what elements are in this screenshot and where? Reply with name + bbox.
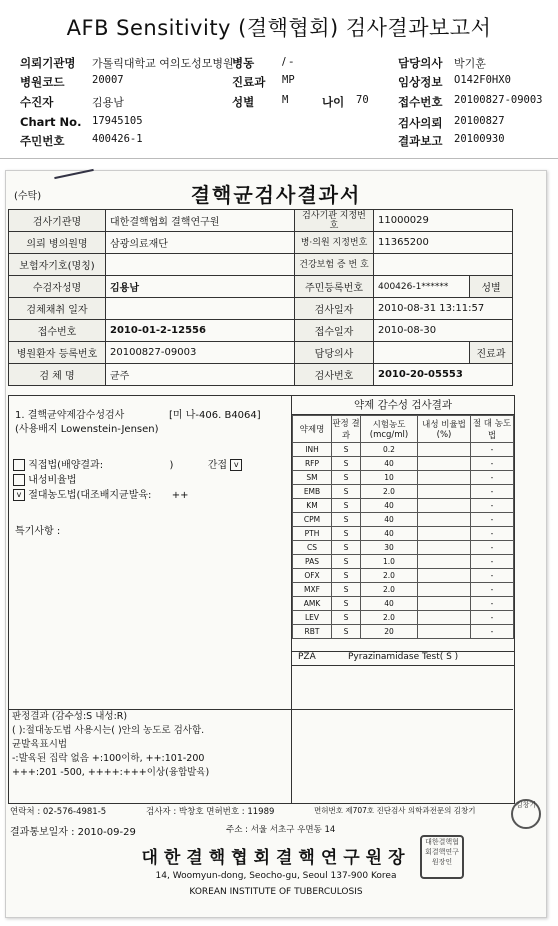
table-row bbox=[9, 254, 513, 276]
drug-absolute: - bbox=[471, 555, 514, 569]
value-receipt-no: 20100827-09003 bbox=[454, 94, 543, 106]
value-sex: M bbox=[282, 94, 289, 106]
drug-ratio bbox=[418, 611, 471, 625]
legend-line: -:발육된 집락 없음 +:100이하, ++:101-200 bbox=[12, 753, 205, 764]
drug-absolute: - bbox=[471, 541, 514, 555]
drug-concentration: 40 bbox=[361, 513, 418, 527]
ratio-label: 내성비율법 bbox=[28, 475, 77, 486]
value-institution: 가톨릭대학교 여의도성모병원 bbox=[92, 57, 234, 70]
drug-concentration: 40 bbox=[361, 527, 418, 541]
info-value: 균주 bbox=[106, 364, 295, 386]
drug-result: S bbox=[332, 555, 361, 569]
header-row bbox=[0, 133, 558, 150]
label-receipt-no: 접수번호 bbox=[398, 95, 443, 109]
drug-concentration: 2.0 bbox=[361, 485, 418, 499]
pza-row bbox=[292, 651, 514, 666]
drug-name: OFX bbox=[293, 569, 332, 583]
value-patient: 김용남 bbox=[92, 96, 124, 109]
drug-name: MXF bbox=[293, 583, 332, 597]
drug-name: RFP bbox=[293, 457, 332, 471]
page-title: AFB Sensitivity (결핵협회) 검사결과보고서 bbox=[66, 16, 492, 40]
info-key: 주민등록번호 bbox=[295, 276, 374, 298]
drug-name: KM bbox=[293, 499, 332, 513]
spacer bbox=[292, 639, 514, 651]
institute-english: KOREAN INSTITUTE OF TUBERCULOSIS bbox=[189, 887, 363, 897]
signature-stamp: 김창기 bbox=[511, 799, 541, 829]
table-header-row bbox=[293, 416, 514, 443]
table-row bbox=[293, 499, 514, 513]
info-value bbox=[374, 342, 470, 364]
judgement-legend bbox=[8, 709, 513, 792]
drug-ratio bbox=[418, 597, 471, 611]
table-row bbox=[293, 597, 514, 611]
absolute-checkbox: v bbox=[13, 489, 25, 501]
drug-result: S bbox=[332, 569, 361, 583]
info-key: 성별 bbox=[470, 276, 513, 298]
address-short: 주소 : 서울 서초구 우면동 14 bbox=[226, 825, 336, 835]
table-row bbox=[293, 541, 514, 555]
label-resident-no: 주민번호 bbox=[20, 134, 65, 148]
col-ratio: 내성 비율법(%) bbox=[418, 416, 471, 443]
col-result: 판정 결과 bbox=[332, 416, 361, 443]
col-concentration: 시험농도 (mcg/ml) bbox=[361, 416, 418, 443]
drug-ratio bbox=[418, 471, 471, 485]
info-key: 병·의원 지정번호 bbox=[295, 232, 374, 254]
drug-result: S bbox=[332, 527, 361, 541]
table-row bbox=[293, 555, 514, 569]
drug-ratio bbox=[418, 513, 471, 527]
table-row bbox=[9, 276, 513, 298]
drug-name: SM bbox=[293, 471, 332, 485]
drug-name: LEV bbox=[293, 611, 332, 625]
report-footer bbox=[6, 799, 546, 917]
info-key: 진료과 bbox=[470, 342, 513, 364]
drug-absolute: - bbox=[471, 457, 514, 471]
table-row bbox=[293, 625, 514, 639]
direct-method bbox=[13, 456, 242, 471]
drug-result: S bbox=[332, 499, 361, 513]
info-value bbox=[374, 254, 513, 276]
drug-absolute: - bbox=[471, 471, 514, 485]
drug-result: S bbox=[332, 625, 361, 639]
col-drug: 약제명 bbox=[293, 416, 332, 443]
drug-ratio bbox=[418, 583, 471, 597]
drug-name: AMK bbox=[293, 597, 332, 611]
info-key: 검체채취 일자 bbox=[9, 298, 106, 320]
table-row bbox=[9, 364, 513, 386]
drug-absolute: - bbox=[471, 527, 514, 541]
drug-concentration: 40 bbox=[361, 499, 418, 513]
drug-concentration: 2.0 bbox=[361, 583, 418, 597]
drug-table-title: 약제 감수성 검사결과 bbox=[292, 396, 514, 415]
drug-ratio bbox=[418, 499, 471, 513]
header-row bbox=[0, 74, 558, 91]
special-notes: 특기사항 : bbox=[15, 526, 61, 537]
drug-ratio bbox=[418, 555, 471, 569]
drug-ratio bbox=[418, 625, 471, 639]
value-chart-no: 17945105 bbox=[92, 115, 143, 127]
value-report-date: 20100930 bbox=[454, 133, 505, 145]
header-row bbox=[0, 55, 558, 72]
ratio-checkbox bbox=[13, 474, 25, 486]
drug-absolute: - bbox=[471, 499, 514, 513]
drug-concentration: 0.2 bbox=[361, 443, 418, 457]
table-row bbox=[9, 232, 513, 254]
drug-absolute: - bbox=[471, 611, 514, 625]
value-request-date: 20100827 bbox=[454, 115, 505, 127]
drug-ratio bbox=[418, 541, 471, 555]
drug-result: S bbox=[332, 443, 361, 457]
drug-concentration: 40 bbox=[361, 457, 418, 471]
drug-ratio bbox=[418, 569, 471, 583]
drug-result: S bbox=[332, 513, 361, 527]
drug-concentration: 20 bbox=[361, 625, 418, 639]
institute-address: 14, Woomyun-dong, Seocho-gu, Seoul 137-900 Korea bbox=[155, 871, 397, 881]
pza-label: PZA bbox=[298, 652, 316, 662]
label-age: 나이 bbox=[322, 95, 345, 109]
table-row bbox=[293, 513, 514, 527]
drug-name: PTH bbox=[293, 527, 332, 541]
info-key: 보험자기호(명칭) bbox=[9, 254, 106, 276]
label-institution: 의뢰기관명 bbox=[20, 56, 76, 70]
value-department: MP bbox=[282, 74, 295, 86]
drug-absolute: - bbox=[471, 583, 514, 597]
info-key: 검 체 명 bbox=[9, 364, 106, 386]
test-code: [미 나-406. B4064] bbox=[169, 410, 261, 421]
indirect-label: 간접 bbox=[207, 460, 228, 471]
drug-absolute: - bbox=[471, 569, 514, 583]
info-key: 담당의사 bbox=[295, 342, 374, 364]
drug-result: S bbox=[332, 597, 361, 611]
drug-name: CS bbox=[293, 541, 332, 555]
report-header bbox=[0, 0, 558, 159]
info-key: 수검자성명 bbox=[9, 276, 106, 298]
scanned-report bbox=[5, 170, 547, 918]
direct-checkbox bbox=[13, 459, 25, 471]
info-value: 20100827-09003 bbox=[106, 342, 295, 364]
ratio-method bbox=[13, 471, 77, 486]
drug-result: S bbox=[332, 457, 361, 471]
legend-line: 균발육표시법 bbox=[12, 739, 68, 750]
info-value: 2010-01-2-12556 bbox=[106, 320, 295, 342]
info-key: 병원환자 등록번호 bbox=[9, 342, 106, 364]
pza-value: Pyrazinamidase Test( S ) bbox=[348, 652, 459, 662]
table-row bbox=[9, 320, 513, 342]
drug-concentration: 30 bbox=[361, 541, 418, 555]
value-age: 70 bbox=[356, 94, 369, 106]
drug-absolute: - bbox=[471, 597, 514, 611]
drug-name: CPM bbox=[293, 513, 332, 527]
drug-ratio bbox=[418, 457, 471, 471]
header-row bbox=[0, 94, 558, 111]
absolute-value: ++ bbox=[171, 490, 189, 501]
label-hospital-code: 병원코드 bbox=[20, 75, 65, 89]
drug-concentration: 2.0 bbox=[361, 611, 418, 625]
info-key: 검사기관명 bbox=[9, 210, 106, 232]
medium-text: (사용배지 Lowenstein-Jensen) bbox=[15, 424, 159, 435]
label-clinical-info: 임상정보 bbox=[398, 75, 443, 89]
examiner: 검사자 : 박창호 면허번호 : 11989 bbox=[146, 807, 275, 817]
drug-name: INH bbox=[293, 443, 332, 457]
drug-table bbox=[292, 415, 514, 639]
drug-concentration: 10 bbox=[361, 471, 418, 485]
drug-result: S bbox=[332, 611, 361, 625]
label-doctor: 담당의사 bbox=[398, 56, 443, 70]
info-table bbox=[8, 209, 513, 386]
direct-label: 직접법(배양결과: bbox=[28, 460, 104, 471]
drug-name: PAS bbox=[293, 555, 332, 569]
drug-concentration: 40 bbox=[361, 597, 418, 611]
col-absolute: 절 대 농도법 bbox=[471, 416, 514, 443]
contact: 연락처 : 02-576-4981-5 bbox=[10, 807, 107, 817]
drug-result: S bbox=[332, 583, 361, 597]
drug-name: EMB bbox=[293, 485, 332, 499]
drug-absolute: - bbox=[471, 485, 514, 499]
test-name: 1. 결핵균약제감수성검사 bbox=[15, 410, 125, 421]
absolute-method bbox=[13, 486, 189, 501]
drug-result: S bbox=[332, 471, 361, 485]
license: 면허번호 제707호 진단검사 의학과전문의 김창기 bbox=[314, 806, 476, 815]
info-key: 접수일자 bbox=[295, 320, 374, 342]
report-title: 결핵균검사결과서 bbox=[190, 183, 362, 207]
info-value bbox=[106, 254, 295, 276]
value-doctor: 박기훈 bbox=[454, 57, 486, 70]
table-row bbox=[293, 569, 514, 583]
drug-result: S bbox=[332, 541, 361, 555]
info-value: 2010-20-05553 bbox=[374, 364, 513, 386]
label-department: 진료과 bbox=[232, 75, 266, 89]
indirect-checkbox: v bbox=[230, 459, 242, 471]
info-key: 건강보험 증 번 호 bbox=[295, 254, 374, 276]
info-value bbox=[106, 298, 295, 320]
info-key: 의뢰 병의원명 bbox=[9, 232, 106, 254]
info-key: 검사번호 bbox=[295, 364, 374, 386]
info-value: 삼광의료재단 bbox=[106, 232, 295, 254]
drug-absolute: - bbox=[471, 443, 514, 457]
info-key: 검사기관 지정번호 bbox=[295, 210, 374, 232]
drug-absolute: - bbox=[471, 625, 514, 639]
info-key: 접수번호 bbox=[9, 320, 106, 342]
label-report-date: 결과보고 bbox=[398, 134, 443, 148]
label-ward: 병동 bbox=[232, 56, 255, 70]
info-value: 400426-1****** bbox=[374, 276, 470, 298]
table-row bbox=[293, 485, 514, 499]
direct-close: ) bbox=[169, 460, 174, 471]
info-value: 2010-08-30 bbox=[374, 320, 513, 342]
table-row bbox=[9, 298, 513, 320]
pen-mark bbox=[54, 169, 94, 179]
info-value: 11000029 bbox=[374, 210, 513, 232]
table-row bbox=[9, 342, 513, 364]
notify-date: 결과통보일자 : 2010-09-29 bbox=[10, 827, 136, 838]
drug-concentration: 2.0 bbox=[361, 569, 418, 583]
legend-line: ( ):절대농도법 사용시는( )안의 농도로 검사함. bbox=[12, 725, 205, 736]
table-row bbox=[9, 210, 513, 232]
info-key: 검사일자 bbox=[295, 298, 374, 320]
official-seal: 대한결핵협회결핵연구원장인 bbox=[420, 835, 464, 879]
table-row bbox=[293, 527, 514, 541]
table-row bbox=[293, 457, 514, 471]
value-hospital-code: 20007 bbox=[92, 74, 124, 86]
label-request-date: 검사의뢰 bbox=[398, 116, 443, 130]
value-clinical-info: O142F0HX0 bbox=[454, 74, 511, 86]
drug-concentration: 1.0 bbox=[361, 555, 418, 569]
institute-name: 대한결핵협회결핵연구원장 bbox=[141, 848, 411, 868]
table-row bbox=[293, 583, 514, 597]
info-value: 2010-08-31 13:11:57 bbox=[374, 298, 513, 320]
absolute-label: 절대농도법(대조배지균발육: bbox=[28, 490, 152, 501]
info-value: 대한결핵협회 결핵연구원 bbox=[106, 210, 295, 232]
label-chart-no: Chart No. bbox=[20, 115, 82, 129]
table-row bbox=[293, 611, 514, 625]
label-sex: 성별 bbox=[232, 95, 255, 109]
table-row bbox=[293, 443, 514, 457]
legend-line: +++:201 -500, ++++:+++이상(융합발육) bbox=[12, 767, 210, 778]
label-patient: 수진자 bbox=[20, 95, 54, 109]
header-row bbox=[0, 115, 558, 132]
info-value: 11365200 bbox=[374, 232, 513, 254]
drug-absolute: - bbox=[471, 513, 514, 527]
table-row bbox=[293, 471, 514, 485]
drug-ratio bbox=[418, 485, 471, 499]
value-resident-no: 400426-1 bbox=[92, 133, 143, 145]
info-value: 김용남 bbox=[106, 276, 295, 298]
receipt-label: (수탁) bbox=[14, 191, 42, 202]
drug-ratio bbox=[418, 527, 471, 541]
value-ward: / - bbox=[282, 55, 294, 68]
legend-line: 판정결과 (감수성:S 내성:R) bbox=[12, 711, 128, 722]
drug-result: S bbox=[332, 485, 361, 499]
drug-name: RBT bbox=[293, 625, 332, 639]
drug-ratio bbox=[418, 443, 471, 457]
